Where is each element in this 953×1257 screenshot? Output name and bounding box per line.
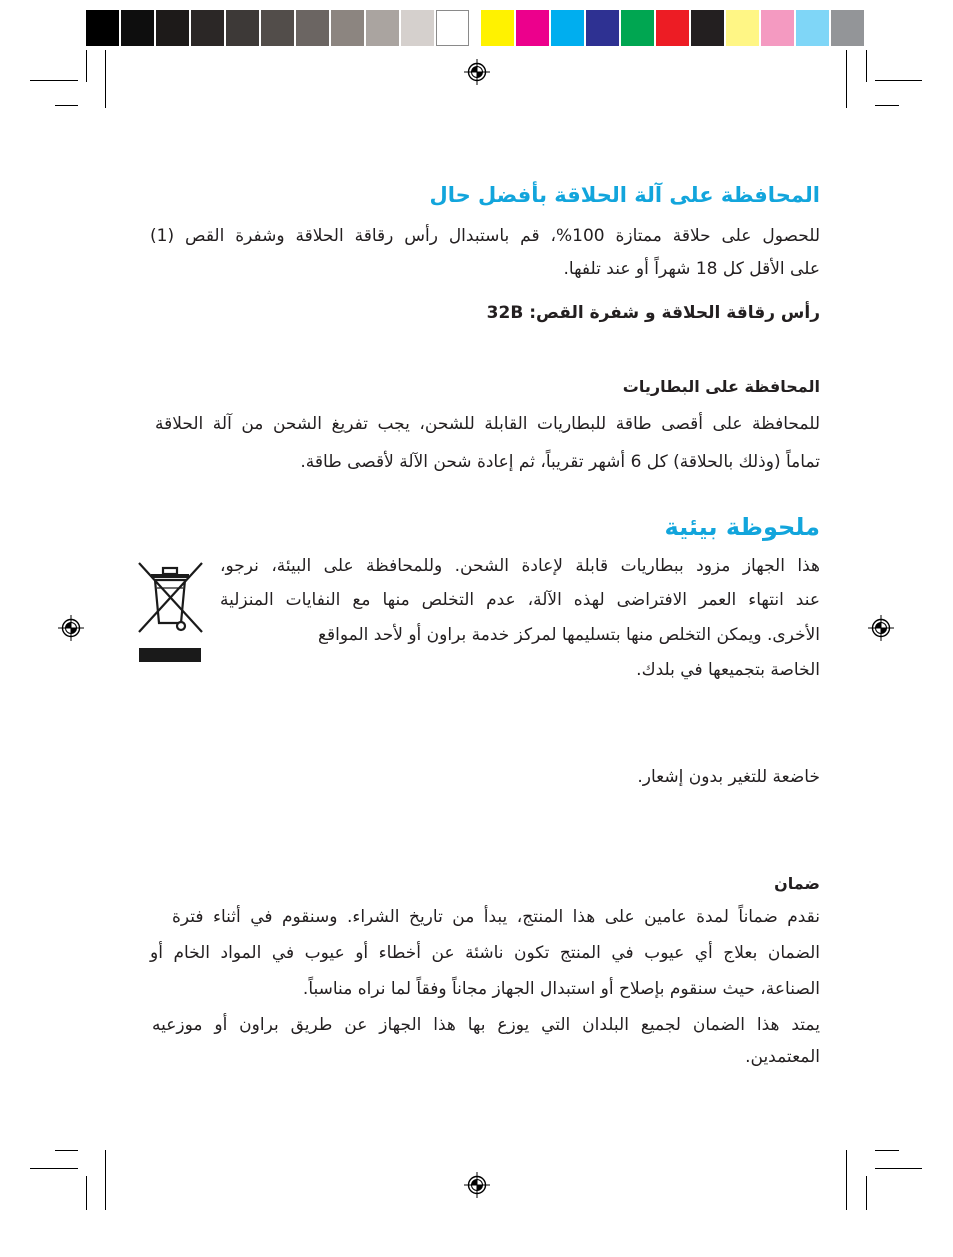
warranty-text-line: الضمان بعلاج أي عيوب في المنتج تكون ناشئة عن أخطاء أو عيوب في المواد الخام أو [150, 943, 820, 963]
crop-mark [846, 50, 847, 108]
registration-mark-icon [868, 615, 894, 641]
color-swatch [726, 10, 759, 46]
battery-care-text-line: تماماً (وذلك بالحلاقة) كل 6 أشهر تقريباً، ثم إعادة شحن الآلة لأقصى طاقة. [300, 452, 820, 472]
color-swatch [261, 10, 294, 46]
environmental-notice-text-line: هذا الجهاز مزود ببطاريات قابلة لإعادة الشحن. وللمحافظة على البيئة، نرجو، [220, 556, 820, 576]
color-swatch [436, 10, 469, 46]
color-swatch [831, 10, 864, 46]
color-swatch [761, 10, 794, 46]
crop-mark [86, 1176, 87, 1210]
warranty-text-line: المعتمدين. [745, 1047, 820, 1067]
battery-care-heading: المحافظة على البطاريات [622, 377, 820, 396]
color-swatch [86, 10, 119, 46]
crop-mark [30, 80, 78, 81]
crop-mark [105, 1150, 106, 1210]
color-swatch [551, 10, 584, 46]
color-swatch [691, 10, 724, 46]
color-swatch [156, 10, 189, 46]
color-swatch [516, 10, 549, 46]
environmental-notice-heading: ملحوظة بيئية [664, 513, 820, 541]
color-swatch [191, 10, 224, 46]
color-swatch [366, 10, 399, 46]
color-swatch [226, 10, 259, 46]
warranty-text-line: الصناعة، حيث سنقوم بإصلاح أو استبدال الجهاز مجاناً وفقاً لما نراه مناسباً. [302, 979, 820, 999]
grayscale-color-bar [86, 10, 469, 46]
shaver-care-text-line: على الأقل كل 18 شهراً أو عند تلفها. [563, 259, 820, 279]
color-swatch [621, 10, 654, 46]
replacement-parts-spec: رأس رقاقة الحلاقة و شفرة القص: 32B [486, 303, 820, 323]
color-swatch [481, 10, 514, 46]
crop-mark [30, 1168, 78, 1169]
crossed-out-wheelie-bin-icon [136, 560, 206, 664]
warranty-text-line: يمتد هذا الضمان لجميع البلدان التي يوزع بها هذا الجهاز عن طريق براون أو موزعيه [152, 1015, 820, 1035]
battery-care-text-line: للمحافظة على أقصى طاقة للبطاريات القابلة للشحن، يجب تفريغ الشحن من آلة الحلاقة [155, 414, 820, 434]
crop-mark [875, 105, 899, 106]
environmental-notice-text-line: الخاصة بتجميعها في بلدك. [636, 660, 820, 680]
shaver-care-text-line: للحصول على حلاقة ممتازة 100%، قم باستبدال رأس رقاقة الحلاقة وشفرة القص (1) [150, 226, 821, 246]
environmental-notice-text-line: الأخرى. ويمكن التخلص منها بتسليمها لمركز خدمة براون أو لأحد المواقع [317, 625, 820, 645]
warranty-text-line: نقدم ضماناً لمدة عامين على هذا المنتج، يبدأ من تاريخ الشراء. وسنقوم في أثناء فترة [172, 907, 820, 927]
subject-to-change-notice: خاضعة للتغير بدون إشعار. [637, 767, 820, 787]
crop-mark [105, 50, 106, 108]
warranty-heading: ضمان [774, 874, 820, 893]
registration-mark-icon [464, 1172, 490, 1198]
color-swatch [401, 10, 434, 46]
crop-mark [846, 1150, 847, 1210]
registration-mark-icon [464, 59, 490, 85]
shaver-care-heading: المحافظة على آلة الحلاقة بأفضل حال [429, 183, 820, 207]
crop-mark [86, 50, 87, 82]
color-swatch [796, 10, 829, 46]
crop-mark [875, 1168, 922, 1169]
color-swatch [121, 10, 154, 46]
crop-mark [55, 105, 78, 106]
crop-mark [866, 50, 867, 82]
environmental-notice-text-line: عند انتهاء العمر الافتراضى لهذه الآلة، عدم التخلص منها مع النفايات المنزلية [220, 590, 820, 610]
crop-mark [866, 1176, 867, 1210]
registration-mark-icon [58, 615, 84, 641]
color-swatch [586, 10, 619, 46]
color-swatch [296, 10, 329, 46]
color-swatch [331, 10, 364, 46]
crop-mark [875, 1150, 899, 1151]
color-swatch [656, 10, 689, 46]
process-color-bar [481, 10, 864, 46]
crop-mark [55, 1150, 78, 1151]
crop-mark [875, 80, 922, 81]
